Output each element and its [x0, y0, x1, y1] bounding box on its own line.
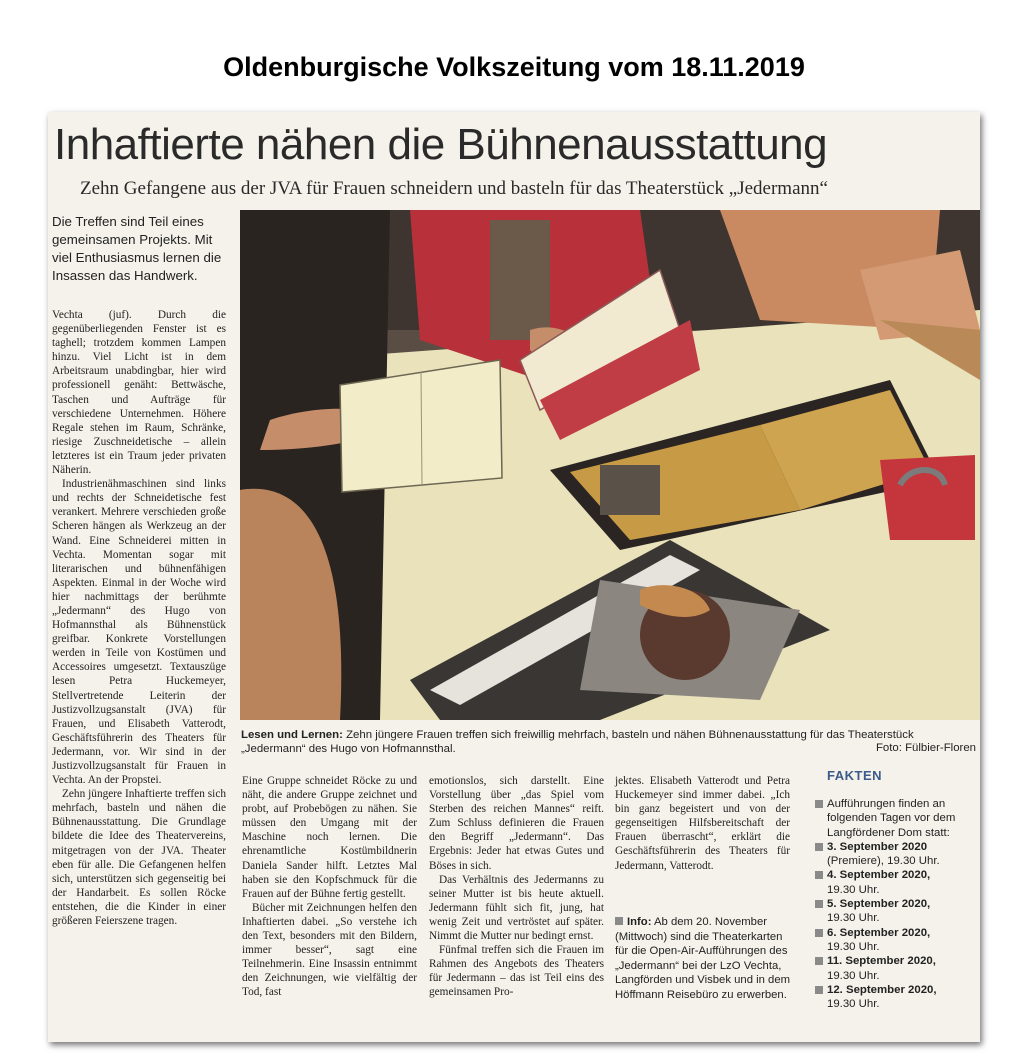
- facts-date: 6. September 2020, 19.30 Uhr.: [813, 926, 978, 955]
- bullet-square-icon: [815, 800, 823, 808]
- facts-heading: FAKTEN: [827, 768, 882, 783]
- caption-lead: Lesen und Lernen:: [241, 729, 343, 741]
- paragraph: emotionslos, sich darstellt. Eine Vorstellung über „das Spiel vom Sterben des reichen Mannes“ reift. Zum Schluss definieren die Frauen den Begriff „Jedermann“. Das Ergebnis: Jeder hat etwas Gutes und Böses in sich.: [429, 775, 604, 872]
- bullet-square-icon: [815, 986, 823, 994]
- article-column-1: [52, 308, 226, 928]
- paragraph: Bücher mit Zeichnungen helfen den Inhaftierten dabei. „So verstehe ich den Text, besonders mit den Bildern, immer besser“, sagt eine Teilnehmerin. Eine Insassin entnimmt den Zeichnungen, wie vielfältig der Tod, fast: [242, 901, 417, 999]
- bullet-square-icon: [815, 843, 823, 851]
- article-column-3: [429, 774, 604, 1000]
- photo-credit: Foto: Fülbier-Floren: [875, 742, 976, 754]
- info-box: [615, 915, 795, 1003]
- facts-date: 12. September 2020, 19.30 Uhr.: [813, 983, 978, 1012]
- facts-intro: Aufführungen finden an folgenden Tagen vor dem Langfördener Dom statt:: [813, 797, 978, 840]
- bullet-square-icon: [815, 900, 823, 908]
- bullet-square-icon: [815, 929, 823, 937]
- newspaper-clipping: [48, 112, 980, 1042]
- info-square-icon: [615, 917, 623, 925]
- paragraph: Zehn jüngere Inhaftierte treffen sich mehrfach, basteln und nähen die Bühnenausstattung. Die Grundlage bildete die Idee des Theatervereins, mitgetragen von der JVA. Theater eben für alle. Die Gefangenen helfen sich, unterstützen sich gegenseitig bei der Handarbeit. Es sollen Röcke entstehen, die die Kinder in einer größeren Feierszene tragen.: [52, 788, 226, 928]
- article-headline: Inhaftierte nähen die Bühnenausstattung: [54, 120, 828, 169]
- bullet-square-icon: [815, 957, 823, 965]
- facts-date: 11. September 2020, 19.30 Uhr.: [813, 954, 978, 983]
- facts-date: 4. September 2020, 19.30 Uhr.: [813, 868, 978, 897]
- bullet-square-icon: [815, 871, 823, 879]
- paragraph: Vechta (juf). Durch die gegenüberliegenden Fenster ist es taghell; trotzdem kommen Lampen hinzu. Viel Licht ist in dem Arbeitsraum unabdingbar, hier wird professionell genäht: Bettwäsche, Taschen und Aufträge für verschiedene Unternehmen. Höhere Regale stehen im Raum, Schränke, riesige Zuschneidetische – allein letzteres ist ein Traum jeder privaten Näherin.: [52, 309, 226, 477]
- article-photo: [240, 210, 980, 720]
- article-teaser: Die Treffen sind Teil eines gemeinsamen Projekts. Mit viel Enthusiasmus lernen die Insassen das Handwerk.: [52, 214, 222, 283]
- caption-text: Zehn jüngere Frauen treffen sich freiwillig mehrfach, basteln und nähen Bühnenausstattung für das Theaterstück „Jedermann“ des Hugo von Hofmannsthal.: [241, 729, 914, 756]
- photo-caption: [241, 728, 977, 756]
- article-subheadline: Zehn Gefangene aus der JVA für Frauen schneidern und basteln für das Theaterstück „Jedermann“: [80, 178, 828, 199]
- paragraph: Das Verhältnis des Jedermanns zu seiner Mutter ist bis heute aktuell. Jedermann fühlt sich fit, jung, hat wenig Zeit und vertröstet auf später. Nimmt die Mutter nur bedingt ernst.: [429, 873, 604, 943]
- info-text: Ab dem 20. November (Mittwoch) sind die Theaterkarten für die Open-Air-Aufführungen des „Jedermann“ bei der LzO Vechta, Langförden und Visbek und in dem Höffmann Reisebüro zu erwerben.: [615, 916, 791, 1001]
- facts-box: [813, 768, 978, 1011]
- paragraph: Industrienähmaschinen sind links und rechts der Schneidetische fest verankert. Mehrere verschieden große Scheren hängen als Werkzeug an der Wand. Eine Schneiderei mitten in Vechta. Momentan sogar mit literarischen und bühnenfähigen Aspekten. Einmal in der Woche wird hier nachmittags der berühmte „Jedermann“ des Hugo von Hofmannsthal als Bühnenstück greifbar. Konkrete Vorstellungen werden in Teile von Kostümen und Accessoires umgesetzt. Textauszüge lesen Petra Huckemeyer, Stellvertretende Leiterin der Justizvollzugsanstalt (JVA) für Frauen, und Elisabeth Vatterodt, Geschäftsführerin des Theaters für Jedermann, vor. Wir sind in der Justizvollzugsanstalt für Frauen in Vechta. An der Propstei.: [52, 478, 226, 787]
- article-column-4: [615, 774, 790, 873]
- info-label: Info:: [627, 916, 652, 928]
- page-title: Oldenburgische Volkszeitung vom 18.11.2019: [223, 52, 805, 82]
- paragraph: jektes. Elisabeth Vatterodt und Petra Huckemeyer sind immer dabei. „Ich bin ganz begeistert und von der gegenseitigen Hilfsbereitschaft der Frauen überrascht“, erklärt die Geschäftsführerin des Theaters für Jedermann, Vatterodt.: [615, 775, 790, 872]
- article-column-2: [242, 774, 417, 1000]
- paragraph: Fünfmal treffen sich die Frauen im Rahmen des Angebots des Theaters für Jedermann – das ist Teil eins des gemeinsamen Pro-: [429, 944, 604, 999]
- facts-date: 3. September 2020 (Premiere), 19.30 Uhr.: [813, 840, 978, 869]
- paragraph: Eine Gruppe schneidet Röcke zu und näht, die andere Gruppe zeichnet und probt, auf Probebögen zu nähen. Sie müssen den Umgang mit der Maschine noch lernen. Die ehrenamtliche Kostümbildnerin Daniela Sander hilft. Letztes Mal haben sie den Kopfschmuck für die Frauen auf der Bühne fertig gestellt.: [242, 775, 417, 900]
- facts-date: 5. September 2020, 19.30 Uhr.: [813, 897, 978, 926]
